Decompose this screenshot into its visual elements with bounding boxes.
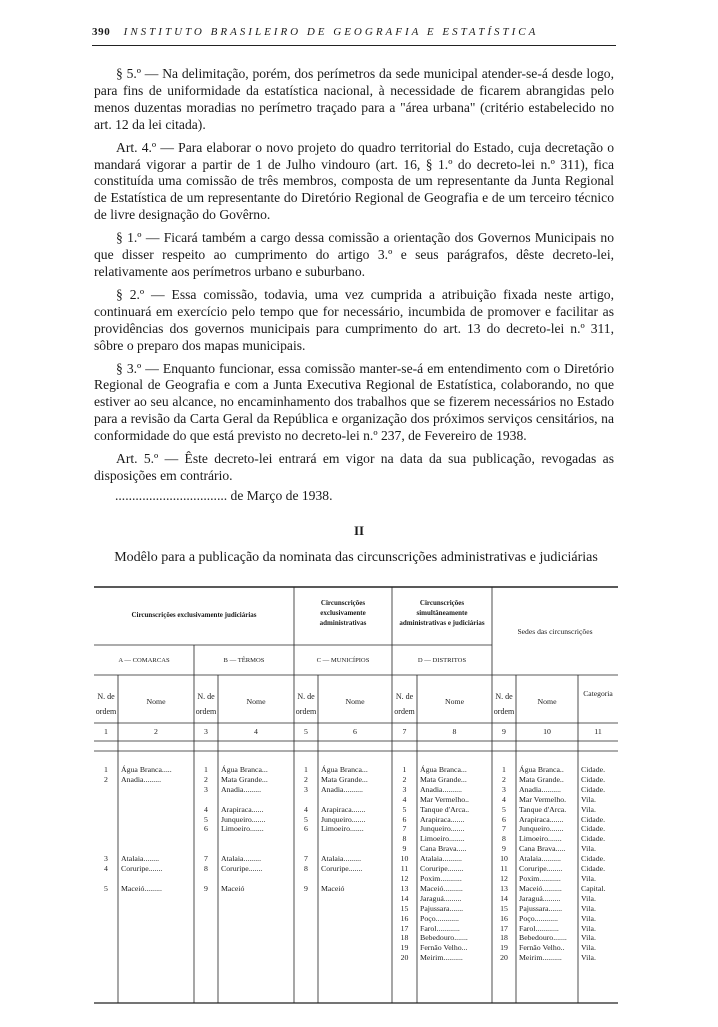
col-nome-6: Nome [345,697,365,706]
header-simultaneas: Circunscrições simultâneamente administrativas e judiciárias [399,599,485,627]
col-num-6: 6 [353,727,357,736]
subheader-municipios: C — MUNICÍPIOS [316,657,370,664]
page-number: 390 [92,26,111,38]
col-ordem-5: N. de ordem [295,692,317,716]
sedes-number-column: 1 2 3 4 5 6 7 8 9 10 11 12 13 14 15 16 17 18 19 20 [500,765,508,963]
col-num-2: 2 [154,727,158,736]
sedes-category-column: Cidade. Cidade. Cidade. Vila. Vila. Cidade. Cidade. Cidade. Vila. Cidade. Cidade. Vila. Capital. Vila. Vila. Vila. Vila. Vila. Vila. Vila. [581,765,606,963]
table-title: Modêlo para a publicação da nominata das circunscrições administrativas e judiciárias [114,550,598,565]
paragraph-par3: § 3.º — Enquanto funcionar, essa comissão manter-se-á em entendimento com o Diretório Regional de Geografia e com a Junta Executiva Regional de Estatística, colaborando, no que estiver ao seu alcance, no encaminhamento dos trabalhos que se fizerem necessários no Estado para a revisão da Carta Geral da República e organização dos próximos serviços censitários, na conformidade do que está previsto no decreto-lei n.º 237, de Fevereiro de 1938. [94,360,614,444]
col-num-9: 9 [502,727,506,736]
col-ordem-3: N. de ordem [195,692,217,716]
subheader-termos: B — TÊRMOS [223,657,265,664]
col-num-7: 7 [402,727,407,736]
col-nome-2: Nome [146,697,166,706]
col-num-11: 11 [594,727,602,736]
header-judiciarias: Circunscrições exclusivamente judiciárias [131,611,257,619]
paragraph-art5: Art. 5.º — Êste decreto-lei entrará em vigor na data da sua publicação, revogadas as disposições em contrário. [94,451,614,483]
header-sedes: Sedes das circunscrições [517,627,593,636]
running-title: INSTITUTO BRASILEIRO DE GEOGRAFIA E ESTATÍSTICA [123,26,539,38]
col-ordem-1: N. de ordem [95,692,117,716]
col-num-4: 4 [254,727,258,736]
comarcas-number-column: 1 2 3 4 5 [104,765,108,893]
col-num-10: 10 [543,727,551,736]
subheader-distritos: D — DISTRITOS [417,657,467,664]
running-header [92,26,612,38]
date-line: ................................. de Março de 1938. [115,488,333,503]
municipios-name-column: Água Branca... Mata Grande... Anadia.......... Arapiraca....... Junqueiro....... Limoeiro....... Atalaia......... Coruripe....... Maceió [321,765,368,893]
paragraph-par1: § 1.º — Ficará também a cargo dessa comissão a orientação dos Governos Municipais no que disser respeito ao cumprimento do artigo 3.º e seus parágrafos, dêste decreto-lei, relativamente aos perímetros urbano e suburbano. [94,230,614,279]
termos-name-column: Água Branca... Mata Grande... Anadia......... Arapiraca...... Junqueiro....... Limoeiro....... Atalaia......... Coruripe....... Maceió [221,765,268,893]
col-ordem-7: N. de ordem [394,692,415,716]
col-ordem-9: N. de ordem [493,692,515,716]
distritos-number-column: 1 2 3 4 5 6 7 8 9 10 11 12 13 14 15 16 17 18 19 20 [400,765,409,963]
col-nome-4: Nome [246,697,266,706]
sedes-name-column: Água Branca.. Mata Grande.. Anadia.......... Mar Vermelho. Tanque d'Arca. Arapiraca....... Junqueiro....... Limoeiro....... Cana Brava..... Atalaia.......... Coruripe........ Poxim........... Maceió.......... Jaraguá......... Pajussara....... Poço............ Farol............ Bebedouro....... Fernão Velho.. Meirim.......... [519,765,567,963]
col-nome-10: Nome [537,697,557,706]
col-categoria-11: Categoria [583,689,613,698]
municipios-number-column: 1 2 3 4 5 6 7 8 9 [304,765,308,893]
subheader-comarcas: A — COMARCAS [118,657,170,664]
col-nome-8: Nome [444,697,465,706]
header-administrativas: Circunscrições exclusivamente administrativas [319,599,367,627]
distritos-name-column: Água Branca... Mata Grande... Anadia.......... Mar Vermelho.. Tanque d'Arca.. Arapiraca....... Junqueiro....... Limoeiro........ Cana Brava..... Atalaia.......... Coruripe........ Poxim........... Maceió.......... Jaraguá......... Pajussara....... Poço............ Farol............ Bebedouro....... Fernão Velho... Meirim.......... [420,765,470,963]
col-num-5: 5 [304,727,308,736]
col-num-1: 1 [104,727,108,736]
col-num-3: 3 [204,727,208,736]
body-text [94,66,614,491]
paragraph-par2: § 2.º — Essa comissão, todavia, uma vez cumprida a atribuição fixada neste artigo, continuará em exercício pelo tempo que for necessário, incumbida de promover e facilitar as providências dos governos municipais para cumprimento do art. 13 do decreto-lei n.º 311, sôbre o preparo dos mapas municipais. [94,286,614,353]
paragraph-par5: § 5.º — Na delimitação, porém, dos perímetros da sede municipal atender-se-á desde logo, para fins de uniformidade da estatística nacional, à necessidade de ficarem abrangidas pelo menos duzentas moradias no perímetro traçado para a "área urbana" (critério estabelecido no art. 12 da lei citada). [94,66,614,132]
termos-number-column: 1 2 3 4 5 6 7 8 9 [204,765,208,893]
section-number: II [353,523,365,538]
col-num-8: 8 [452,727,457,736]
header-rule [92,45,616,46]
paragraph-art4: Art. 4.º — Para elaborar o novo projeto do quadro territorial do Estado, cuja decretação o mandará vigorar a partir de 1 de Julho vindouro (art. 16, § 1.º do decreto-lei n.º 311), fica constituída uma comissão de três membros, composta de um representante da Junta Regional de Estatística de um representante do Diretório Regional de Geografia e de um terceiro técnico de livre designação do Govêrno. [94,139,614,223]
comarcas-name-column: Água Branca..... Anadia......... Atalaia........ Coruripe....... Maceió......... [121,765,172,893]
